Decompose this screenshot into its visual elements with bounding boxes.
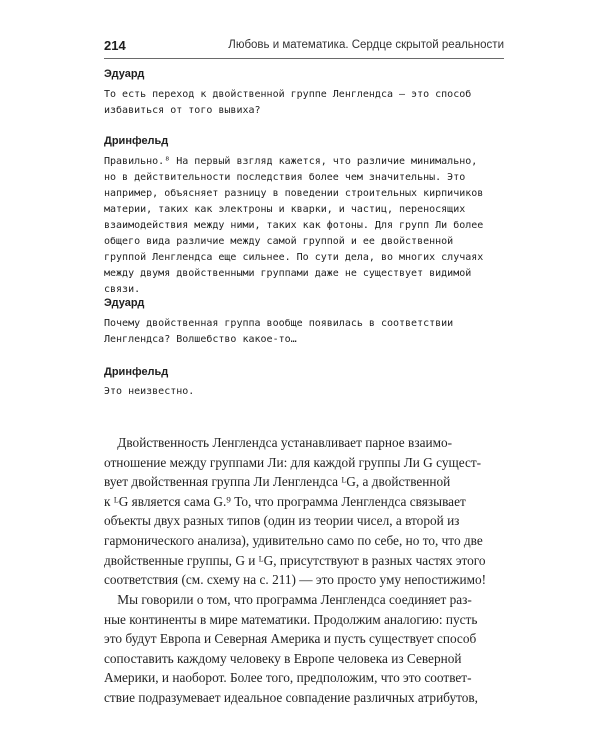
speech-text: То есть переход к двойственной группе Ленглендса — это способ избавиться от того вывиха? bbox=[104, 89, 472, 116]
speaker-label: Дринфельд bbox=[104, 135, 169, 147]
running-header bbox=[104, 36, 504, 59]
speaker-label: Эдуард bbox=[104, 297, 145, 309]
speaker-label: Эдуард bbox=[104, 68, 145, 80]
speaker-label: Дринфельд bbox=[104, 366, 169, 378]
body-paragraph: Мы говорили о том, что программа Ленглендса соединяет раз- ные континенты в мире математики. Продолжим аналогию: пусть это будут Европа и Северная Америка и пусть существует способ сопоставить каждому человеку в Европе человека из Северной Америки, и наоборот. Более того, предположим, что это соответ- ствие подразумевает идеальное совпадение различных атрибутов, bbox=[104, 592, 478, 705]
speech-text: Это неизвестно. bbox=[104, 386, 195, 397]
page-number: 214 bbox=[104, 38, 126, 53]
running-title: Любовь и математика. Сердце скрытой реальности bbox=[228, 39, 504, 51]
speech-text: Правильно.⁸ На первый взгляд кажется, что различие минимально, но в действительности последствия более чем значительны. Это например, объясняет разницу в поведении строительных кирпичиков материи, таких как электроны и кварки, и частиц, переносящих взаимодействия между ними, таких как фотоны. Для групп Ли более общего вида различие между самой группой и ее двойственной группой Ленглендса еще сильнее. По сути дела, во многих случаях между двумя двойственными группами даже не существует видимой связи. bbox=[104, 156, 484, 295]
body-paragraph: Двойственность Ленглендса устанавливает парное взаимо- отношение между группами Ли: для каждой группы Ли G сущест- вует двойственная группа Ли Ленглендса ᴸG, а двойственной к ᴸG является сама G.⁹ То, что программа Ленглендса связывает объекты двух разных типов (один из теории чисел, а второй из гармонического анализа), удивительно само по себе, но то, что две двойственные группы, G и ᴸG, присутствуют в разных частях этого соответствия (см. схему на с. 211) — это просто уму непостижимо! bbox=[104, 435, 487, 588]
speech-text: Почему двойственная группа вообще появилась в соответствии Ленглендса? Волшебство какое-то… bbox=[104, 318, 454, 345]
